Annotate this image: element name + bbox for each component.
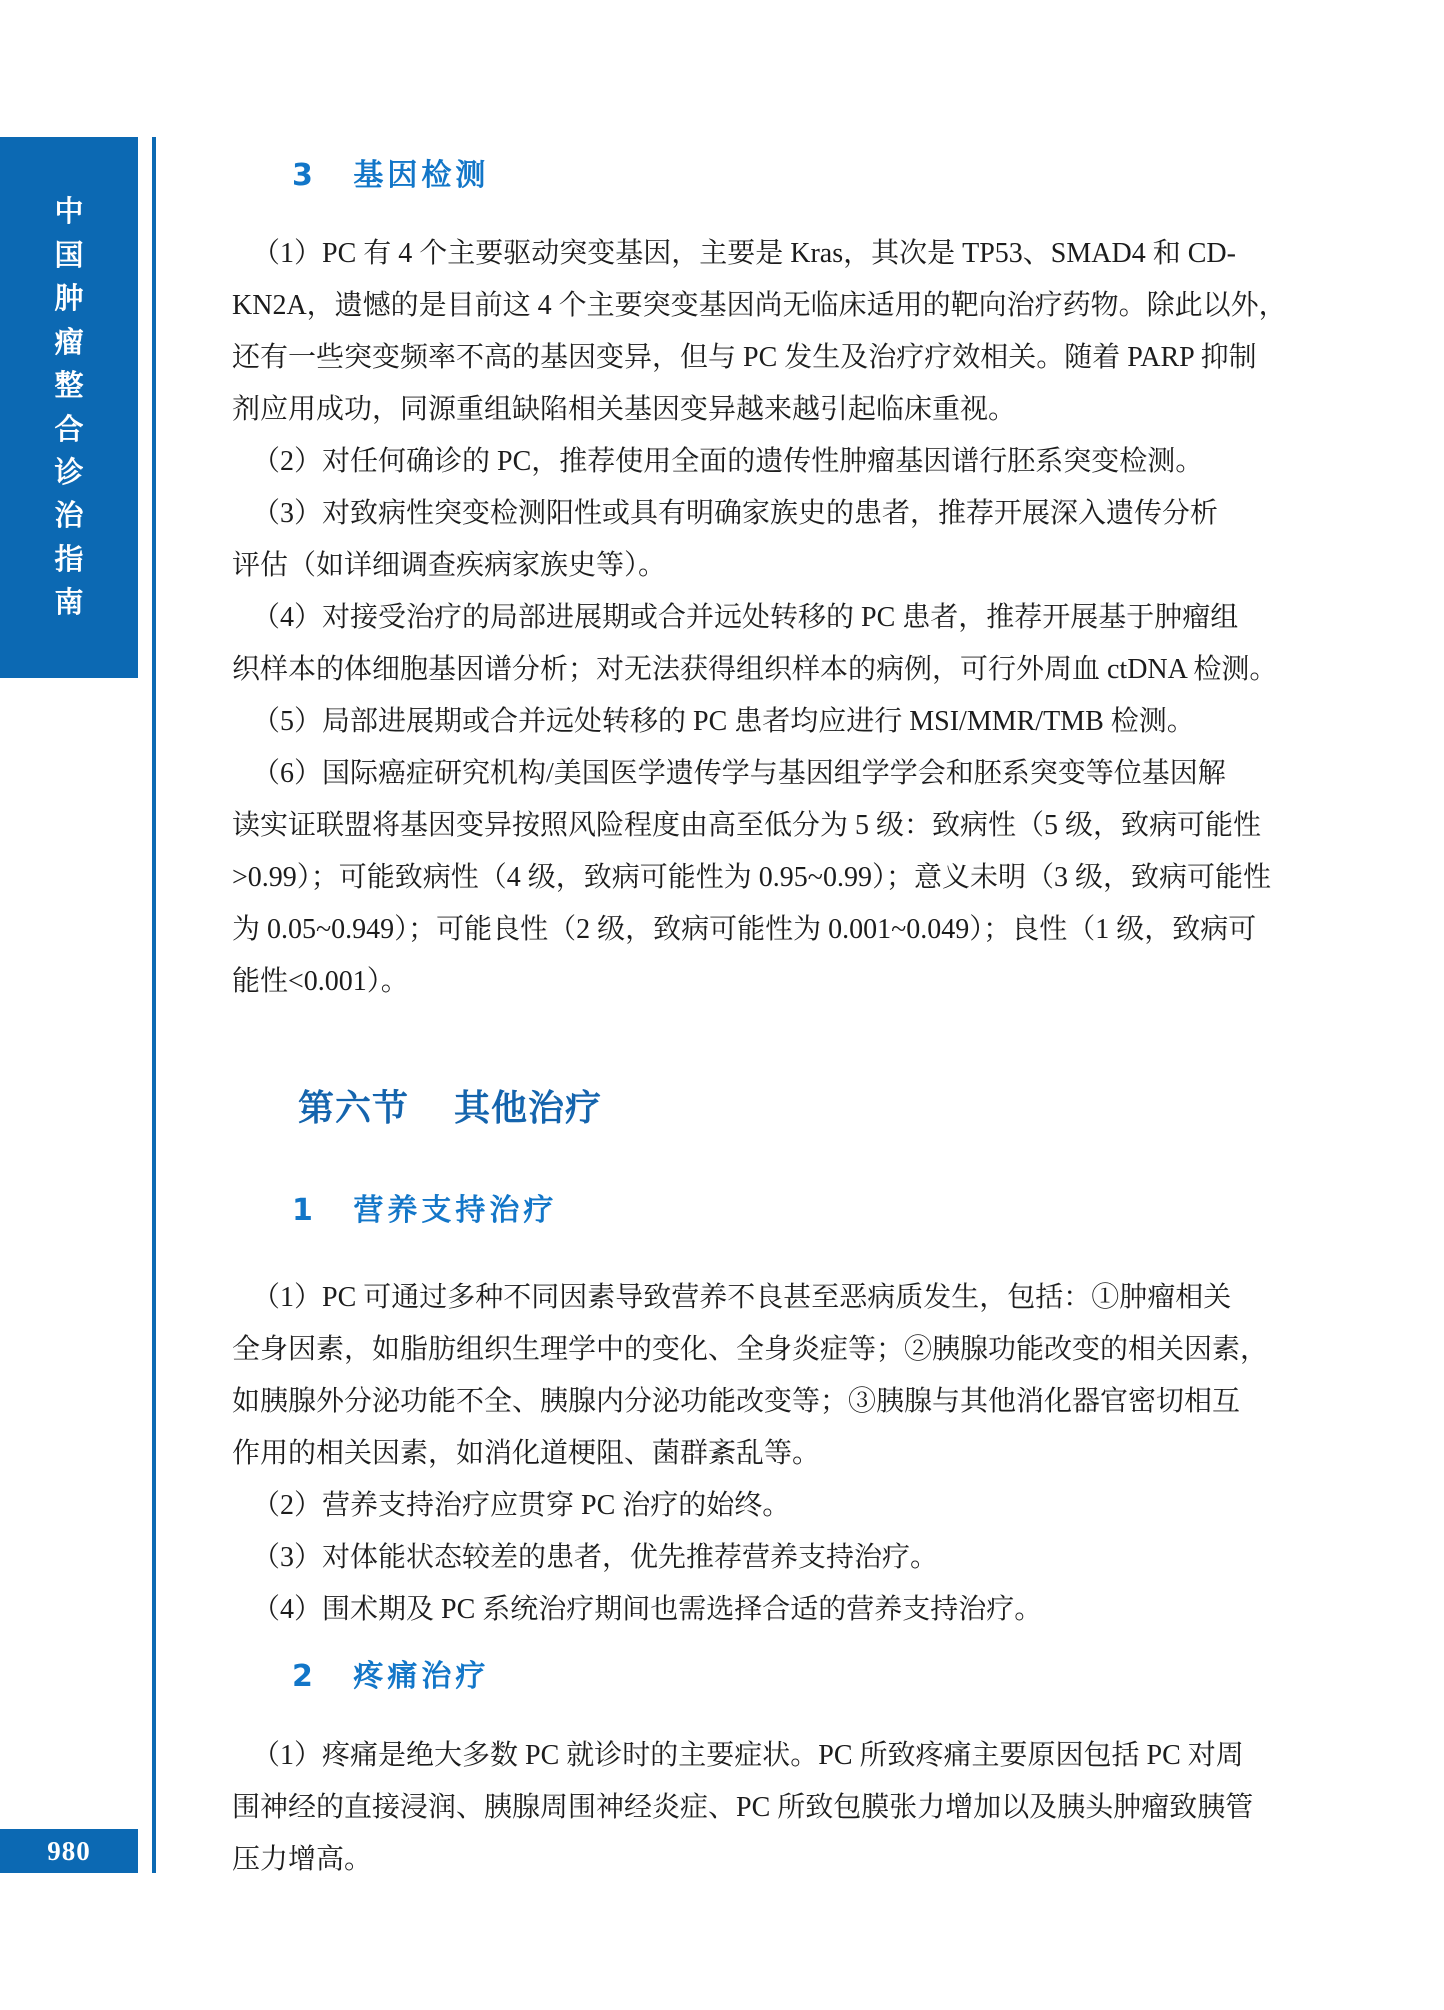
body-text-line: KN2A，遗憾的是目前这 4 个主要突变基因尚无临床适用的靶向治疗药物。除此以外， <box>232 290 1287 321</box>
sidebar-title-char: 中 <box>54 194 84 229</box>
body-text-line: 围神经的直接浸润、胰腺周围神经炎症、PC 所致包膜张力增加以及胰头肿瘤致胰管 <box>232 1792 1254 1823</box>
body-text-line: （4）围术期及 PC 系统治疗期间也需选择合适的营养支持治疗。 <box>252 1594 1043 1625</box>
page-number: 980 <box>47 1835 91 1866</box>
heading-number: 1 <box>292 1193 313 1228</box>
body-text-line: 压力增高。 <box>232 1844 373 1875</box>
body-text-line: 如胰腺外分泌功能不全、胰腺内分泌功能改变等；③胰腺与其他消化器官密切相互 <box>232 1386 1241 1417</box>
sidebar-title-char: 瘤 <box>54 324 84 359</box>
sidebar-title-char: 指 <box>54 541 84 576</box>
paragraphs-nutrition-support <box>232 1272 1272 1636</box>
heading-title: 基因检测 <box>353 158 490 193</box>
body-text-line: （3）对体能状态较差的患者，优先推荐营养支持治疗。 <box>252 1542 939 1573</box>
body-text-line: 还有一些突变频率不高的基因变异，但与 PC 发生及治疗疗效相关。随着 PARP 抑制 <box>232 342 1257 373</box>
body-text-line: （2）对任何确诊的 PC，推荐使用全面的遗传性肿瘤基因谱行胚系突变检测。 <box>252 446 1204 477</box>
body-text-line: 为 0.05~0.949）；可能良性（2 级，致病可能性为 0.001~0.049）；良性（1 级，致病可 <box>232 914 1257 945</box>
section-title: 其他治疗 <box>454 1088 603 1128</box>
page-number-badge <box>0 1829 138 1873</box>
sidebar-title-char: 整 <box>54 368 84 403</box>
heading-pain-treatment <box>232 1651 1272 1703</box>
main-content <box>232 0 1287 2010</box>
body-text-line: >0.99）；可能致病性（4 级，致病可能性为 0.95~0.99）；意义未明（3 级，致病可能性 <box>232 862 1271 893</box>
sidebar-title-char: 诊 <box>54 454 84 489</box>
body-text-line: （5）局部进展期或合并远处转移的 PC 患者均应进行 MSI/MMR/TMB 检测。 <box>252 706 1195 737</box>
heading-title: 疼痛治疗 <box>353 1659 490 1694</box>
heading-nutrition-support <box>232 1185 1272 1237</box>
sidebar-title-char: 肿 <box>54 281 84 316</box>
sidebar-title-char: 南 <box>54 585 84 620</box>
body-text-line: 评估（如详细调查疾病家族史等）。 <box>232 550 667 581</box>
heading-title: 营养支持治疗 <box>353 1193 558 1228</box>
sidebar-title-char: 国 <box>54 237 84 272</box>
body-text-line: （4）对接受治疗的局部进展期或合并远处转移的 PC 患者，推荐开展基于肿瘤组 <box>252 602 1239 633</box>
paragraphs-pain-treatment <box>232 1730 1272 1886</box>
body-text-line: （1）疼痛是绝大多数 PC 就诊时的主要症状。PC 所致疼痛主要原因包括 PC 对周 <box>252 1740 1244 1771</box>
sidebar-title-char: 合 <box>54 411 84 446</box>
section-label: 第六节 <box>298 1088 410 1128</box>
heading-number: 3 <box>292 158 313 193</box>
sidebar-vertical-rule <box>152 137 156 1873</box>
body-text-line: 剂应用成功，同源重组缺陷相关基因变异越来越引起临床重视。 <box>232 394 1017 425</box>
sidebar-title-band <box>0 137 138 678</box>
heading-number: 2 <box>292 1659 313 1694</box>
body-text-line: （6）国际癌症研究机构/美国医学遗传学与基因组学学会和胚系突变等位基因解 <box>252 758 1226 789</box>
body-text-line: （1）PC 可通过多种不同因素导致营养不良甚至恶病质发生，包括：①肿瘤相关 <box>252 1282 1232 1313</box>
body-text-line: （2）营养支持治疗应贯穿 PC 治疗的始终。 <box>252 1490 791 1521</box>
body-text-line: （1）PC 有 4 个主要驱动突变基因，主要是 Kras，其次是 TP53、SMAD4 和 CD- <box>252 238 1236 269</box>
body-text-line: 作用的相关因素，如消化道梗阻、菌群紊乱等。 <box>232 1438 821 1469</box>
paragraphs-gene-testing <box>232 228 1287 1008</box>
body-text-line: 读实证联盟将基因变异按照风险程度由高至低分为 5 级：致病性（5 级，致病可能性 <box>232 810 1262 841</box>
heading-gene-testing <box>232 150 1272 202</box>
section-heading-other-treatment <box>232 1082 1272 1134</box>
sidebar-title-char: 治 <box>54 498 84 533</box>
body-text-line: （3）对致病性突变检测阳性或具有明确家族史的患者，推荐开展深入遗传分析 <box>252 498 1219 529</box>
body-text-line: 织样本的体细胞基因谱分析；对无法获得组织样本的病例，可行外周血 ctDNA 检测。 <box>232 654 1278 685</box>
body-text-line: 全身因素，如脂肪组织生理学中的变化、全身炎症等；②胰腺功能改变的相关因素， <box>232 1334 1269 1365</box>
body-text-line: 能性<0.001）。 <box>232 966 409 997</box>
